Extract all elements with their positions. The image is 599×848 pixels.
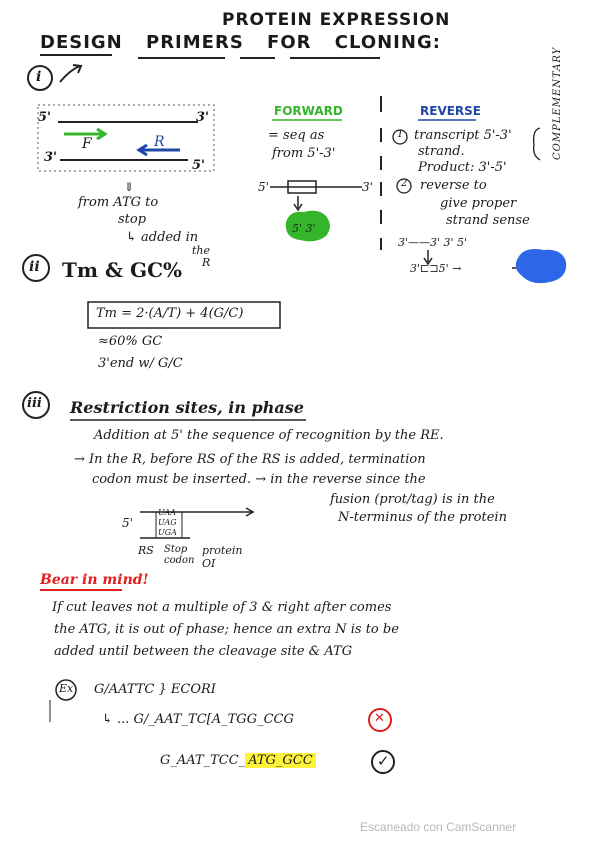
forward-heading: FORWARD [274, 104, 343, 118]
example-label: Ex [59, 682, 74, 695]
note-line-1: from ATG to [78, 195, 159, 210]
section-3-heading: Restriction sites, in phase [70, 398, 304, 417]
restriction-para-2-line-4: N-terminus of the protein [338, 510, 507, 525]
page-title: DESIGN PRIMERS FOR CLONING: [40, 32, 441, 53]
label-forward-primer: F [82, 136, 92, 152]
section-2-heading: Tm & GC% [62, 258, 183, 282]
reverse-item-2-line-3: strand sense [446, 213, 530, 228]
strand-top-5: 5' [38, 110, 52, 125]
reverse-heading: REVERSE [420, 104, 482, 118]
restriction-para-2-line-3: fusion (prot/tag) is in the [330, 492, 495, 507]
note-line-2: stop [118, 212, 147, 227]
forward-line-1: = seq as [268, 128, 325, 143]
protein-oi-label: protein OI [202, 544, 243, 570]
stop-codon-1: UAA [158, 508, 177, 517]
example-right-prefix: G_AAT_TCC_ [160, 753, 246, 768]
forward-diagram-3: 3' [362, 180, 373, 194]
example-wrong-sequence: ↳ ... G/_AAT_TC[A_TGG_CCG [102, 712, 294, 727]
forward-blob-label: 5' 3' [292, 222, 316, 235]
warning-line-2: the ATG, it is out of phase; hence an extra N is to be [54, 622, 399, 637]
reverse-blue-blob [516, 249, 566, 283]
note-line-4: the [192, 244, 211, 257]
stop-codon-3: UGA [158, 528, 177, 537]
restriction-para-2-line-1: → In the R, before RS of the RS is added, termination [74, 452, 426, 467]
note-line-5: R [202, 256, 211, 269]
gc-content-line: ≈60% GC [98, 334, 163, 349]
header-title-top: PROTEIN EXPRESSION [222, 10, 451, 30]
reverse-item-1-line-2: strand. [418, 144, 465, 159]
curved-arrow-icon [60, 65, 81, 82]
section-2-marker: ii [29, 259, 40, 275]
ecori-site: G/AATTC } ECORI [94, 682, 216, 697]
forward-line-2: from 5'-3' [272, 146, 336, 161]
reverse-item-2-num: 2 [401, 178, 408, 189]
reverse-item-1-line-1: transcript 5'-3' [414, 128, 512, 143]
scanner-footer: Escaneado con CamScanner [360, 820, 517, 834]
gc-clamp-line: 3'end w/ G/C [98, 356, 183, 371]
section-3-marker: iii [27, 396, 42, 411]
section-1-marker: i [36, 69, 42, 85]
stop-codon-2: UAG [158, 518, 177, 527]
strand-top-3: 3' [196, 110, 210, 125]
restriction-para-1: Addition at 5' the sequence of recognition by the RE. [94, 428, 444, 443]
tm-formula: Tm = 2·(A/T) + 4(G/C) [96, 306, 244, 321]
forward-diagram-5: 5' [258, 180, 269, 194]
rs-label: RS [138, 544, 154, 557]
complementary-side-label: COMPLEMENTARY [552, 46, 563, 160]
stop-codon-label: Stop codon [164, 544, 195, 566]
label-reverse-primer: R [154, 134, 165, 150]
dna-dotted-box [38, 105, 214, 171]
example-right-highlight: ATG_GCC [245, 753, 316, 768]
reverse-item-1-line-3: Product: 3'-5' [418, 160, 507, 175]
strand-bot-5: 5' [192, 158, 206, 173]
warning-line-3: added until between the cleavage site & ATG [54, 644, 353, 659]
example-right-sequence [160, 753, 316, 768]
right-mark-icon: ✓ [377, 752, 390, 770]
note-line-3: ↳ added in [126, 230, 199, 245]
wrong-mark-icon: ✕ [374, 711, 385, 726]
warning-heading: Bear in mind! [40, 572, 149, 588]
reverse-diagram-a: 3'——3' 3' 5' [398, 236, 468, 249]
warning-line-1: If cut leaves not a multiple of 3 & right after comes [52, 600, 392, 615]
reverse-item-1-num: 1 [397, 129, 404, 140]
reverse-diagram-b: 3'⊏⊐5' → [410, 262, 462, 275]
reverse-item-2-line-1: reverse to [420, 178, 487, 193]
down-arrow-icon: ⇓ [124, 180, 135, 194]
restriction-para-2-line-2: codon must be inserted. → in the reverse since the [92, 472, 426, 487]
rs-diagram-5: 5' [122, 516, 133, 530]
strand-bot-3: 3' [44, 150, 58, 165]
reverse-item-2-line-2: give proper [440, 196, 517, 211]
